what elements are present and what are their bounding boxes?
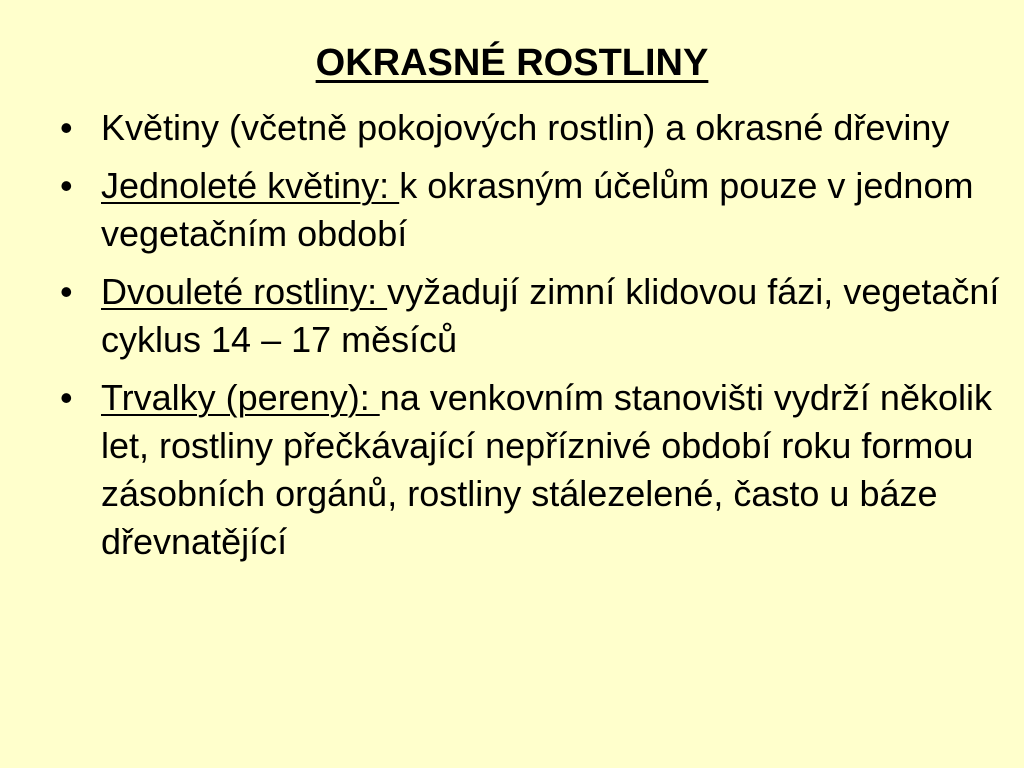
bullet-text: k okrasným účelům pouze v jednom vegetačním období: [101, 165, 974, 254]
bullet-icon: •: [60, 271, 73, 312]
bullet-item-flowers: [0, 104, 1000, 152]
bullet-icon: •: [60, 107, 73, 148]
slide-title: OKRASNÉ ROSTLINY: [315, 42, 709, 84]
bullet-term: Trvalky (pereny):: [101, 377, 380, 418]
bullet-icon: •: [60, 165, 73, 206]
bullet-list: [0, 104, 1000, 576]
bullet-text: Květiny (včetně pokojových rostlin) a okrasné dřeviny: [101, 107, 950, 148]
bullet-term: Dvouleté rostliny:: [101, 271, 388, 312]
bullet-item-perennials: [0, 374, 1000, 566]
bullet-text: na venkovním stanovišti vydrží několik let, rostliny přečkávající nepříznivé období roku formou zásobních orgánů, rostliny stálezelené, často u báze dřevnatějící: [101, 377, 992, 562]
bullet-term: Jednoleté květiny:: [101, 165, 400, 206]
bullet-text: vyžadují zimní klidovou fázi, vegetační cyklus 14 – 17 měsíců: [101, 271, 1000, 360]
bullet-icon: •: [60, 377, 73, 418]
bullet-item-biennials: [0, 268, 1000, 364]
bullet-item-annuals: [0, 162, 1000, 258]
